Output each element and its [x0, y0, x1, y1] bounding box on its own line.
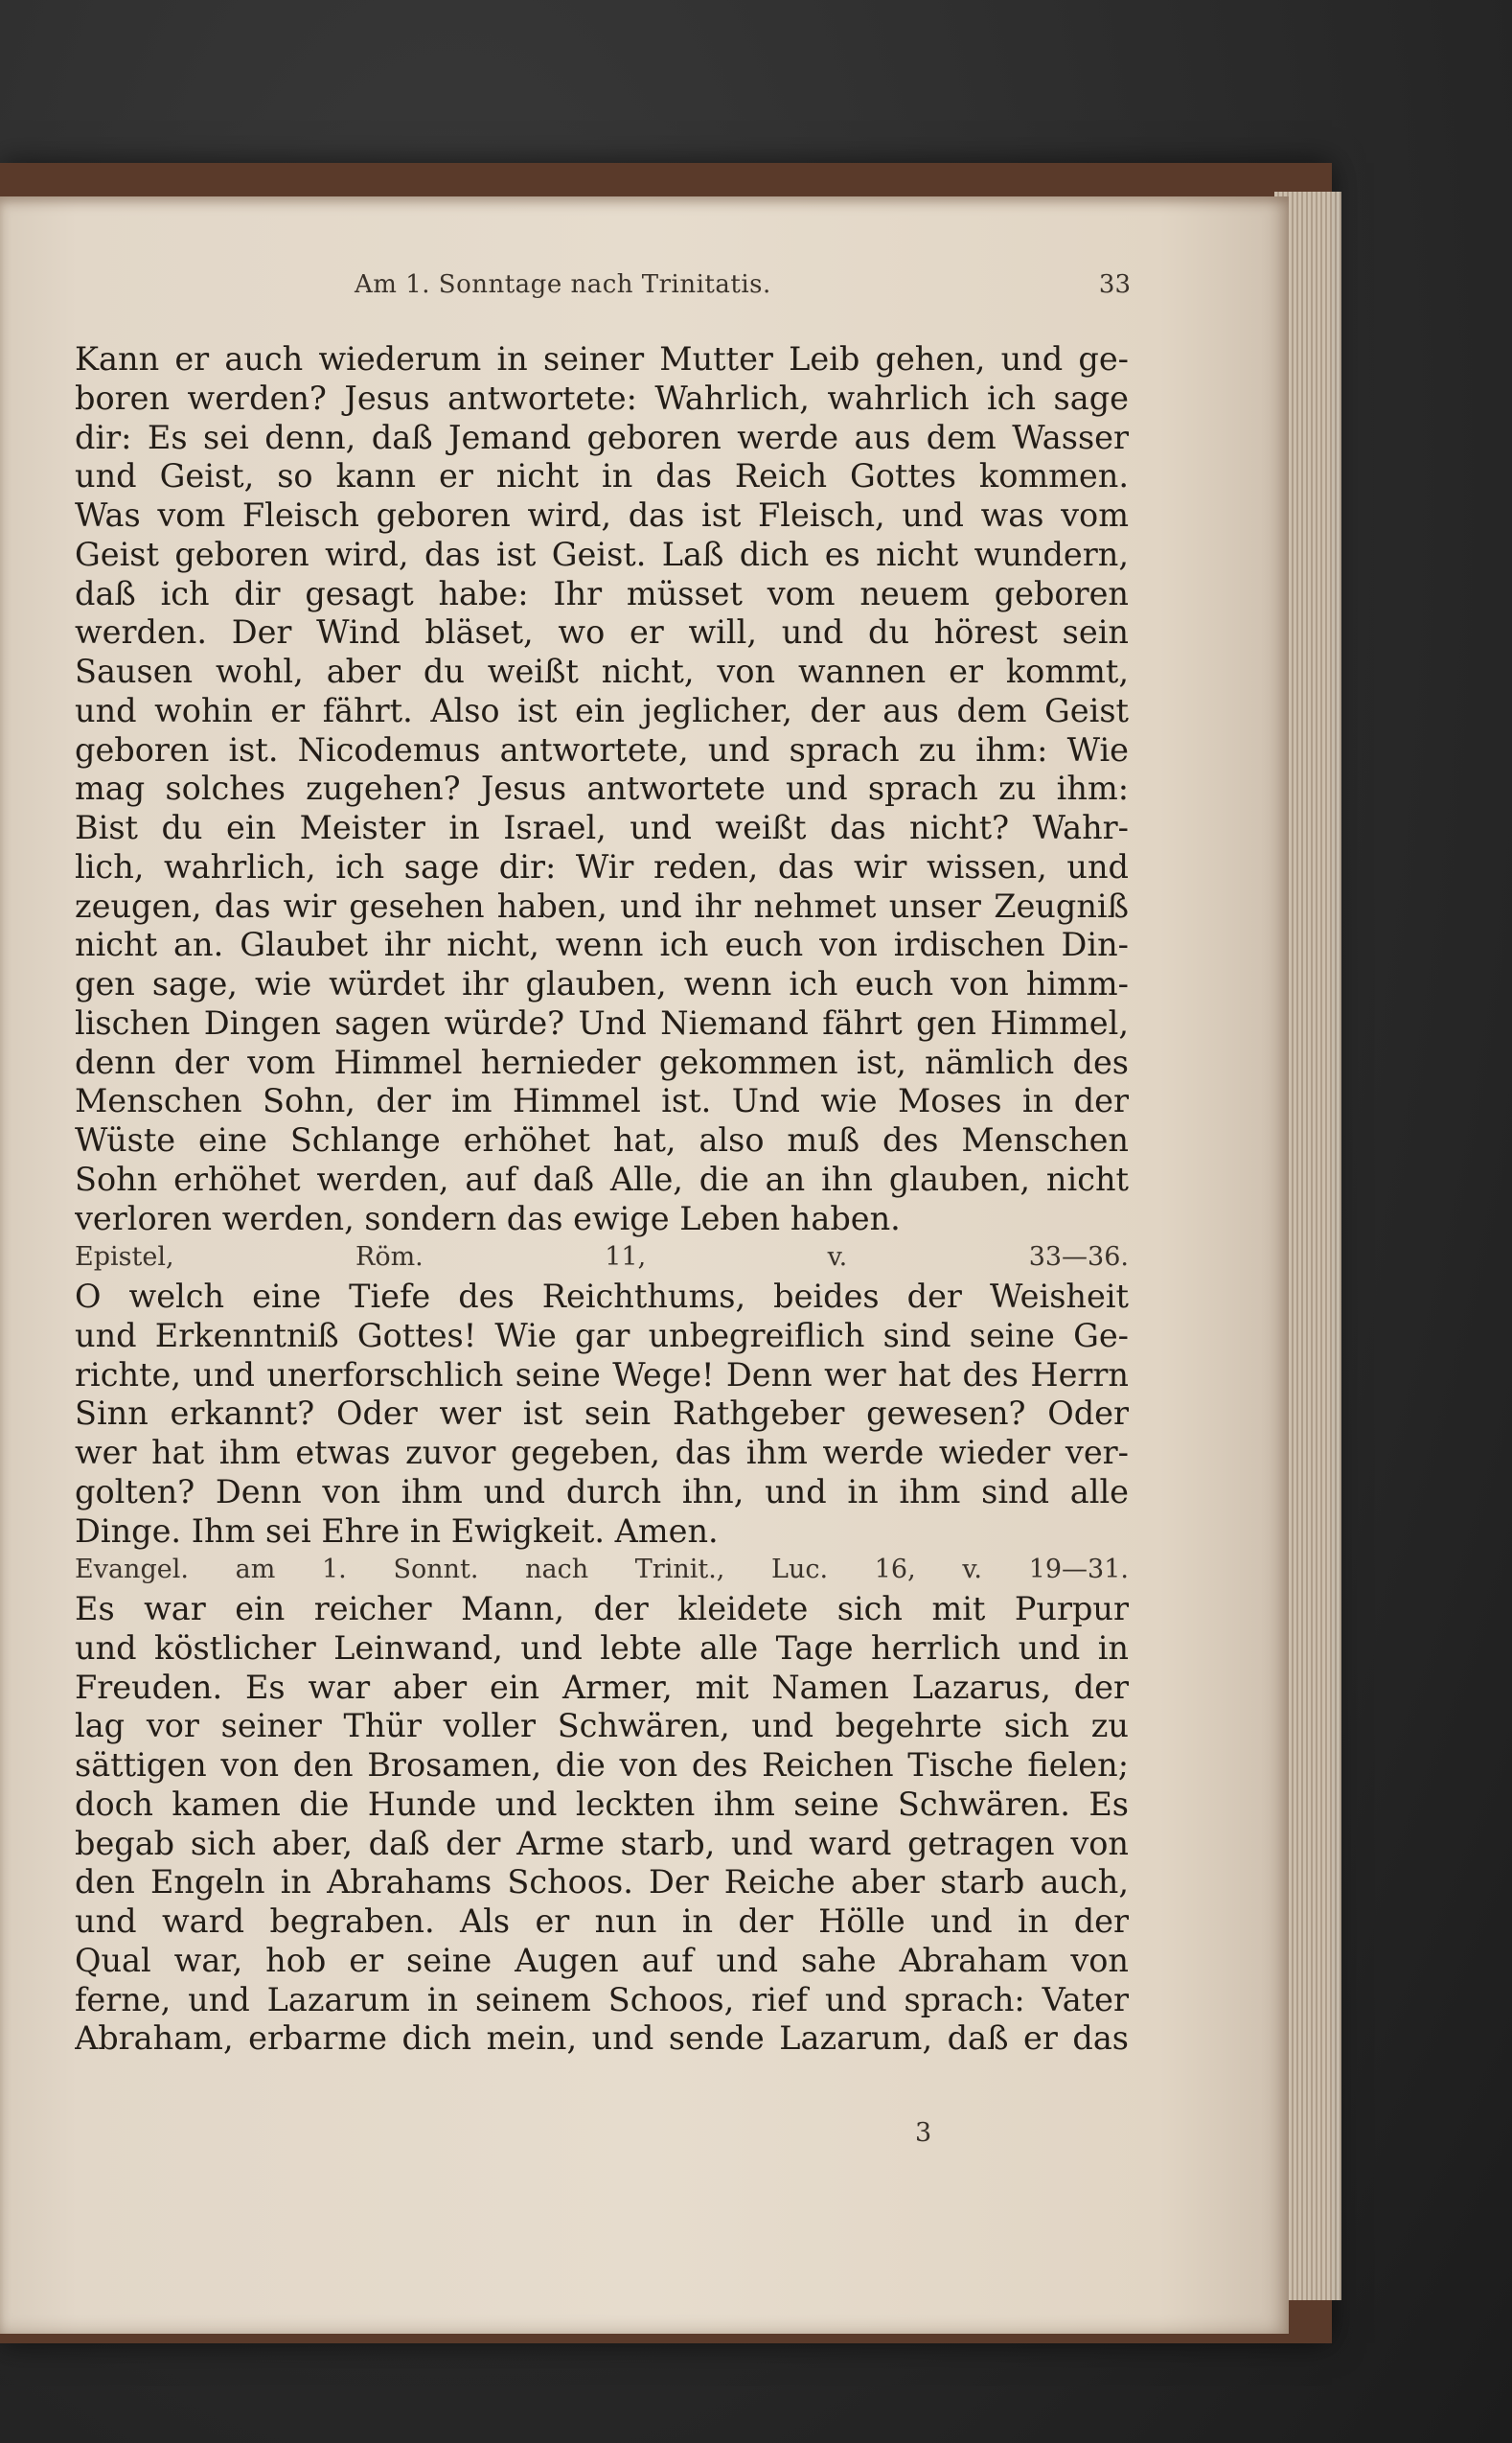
text-line: Geist geboren wird, das ist Geist. Laß dich es nicht wundern,: [75, 535, 1129, 573]
text-line: werden. Der Wind bläset, wo er will, und du hörest sein: [75, 613, 1129, 652]
text-line: begab sich aber, daß der Arme starb, und ward getragen von: [75, 1824, 1129, 1862]
text-line: Menschen Sohn, der im Himmel ist. Und wie Moses in der: [75, 1082, 1129, 1120]
text-line: lischen Dingen sagen würde? Und Niemand fährt gen Himmel,: [75, 1003, 1129, 1042]
text-line: Qual war, hob er seine Augen auf und sahe Abraham von: [75, 1941, 1129, 1979]
text-line: Sausen wohl, aber du weißt nicht, von wannen er kommt,: [75, 653, 1129, 690]
text-line: daß ich dir gesagt habe: Ihr müsset vom neuem geboren: [75, 574, 1129, 612]
text-line: nicht an. Glaubet ihr nicht, wenn ich euch von irdischen Din-: [75, 926, 1129, 964]
text-line: den Engeln in Abrahams Schoos. Der Reiche aber starb auch,: [75, 1863, 1129, 1901]
text-line: verloren werden, sondern das ewige Leben haben.: [75, 1199, 901, 1237]
text-line: Sinn erkannt? Oder wer ist sein Rathgeber gewesen? Oder: [75, 1394, 1129, 1433]
text-line: ferne, und Lazarum in seinem Schoos, rief und sprach: Vater: [75, 1980, 1129, 2018]
text-line: gen sage, wie würdet ihr glauben, wenn ich euch von himm-: [75, 965, 1129, 1003]
text-line: und ward begraben. Als er nun in der Hölle und in der: [75, 1902, 1129, 1940]
text-line: Sohn erhöhet werden, auf daß Alle, die an ihn glauben, nicht: [75, 1160, 1129, 1198]
text-line: Dinge. Ihm sei Ehre in Ewigkeit. Amen.: [75, 1511, 719, 1550]
text-line: Bist du ein Meister in Israel, und weißt das nicht? Wahr-: [75, 809, 1129, 846]
text-line: sättigen von den Brosamen, die von des Reichen Tische fielen;: [75, 1746, 1129, 1784]
text-line: geboren ist. Nicodemus antwortete, und sprach zu ihm: Wie: [75, 730, 1129, 769]
text-line: Freuden. Es war aber ein Armer, mit Namen Lazarus, der: [75, 1668, 1129, 1706]
text-line: dir: Es sei denn, daß Jemand geboren werde aus dem Wasser: [75, 418, 1129, 456]
text-line: und Geist, so kann er nicht in das Reich Gottes kommen.: [75, 457, 1129, 496]
text-line: Was vom Fleisch geboren wird, das ist Fleisch, und was vom: [75, 496, 1129, 534]
text-line: lag vor seiner Thür voller Schwären, und begehrte sich zu: [75, 1707, 1129, 1745]
text-line: O welch eine Tiefe des Reichthums, beides der Weisheit: [75, 1278, 1129, 1315]
page-body-text: [75, 340, 1129, 2059]
text-line: richte, und unerforschlich seine Wege! Denn wer hat des Herrn: [75, 1355, 1129, 1394]
text-line: Abraham, erbarme dich mein, und sende Lazarum, daß er das: [75, 2019, 1129, 2058]
gospel-heading: Evangel. am 1. Sonnt. nach Trinit., Luc. 16, v. 19—31.: [75, 1555, 1129, 1585]
text-line: doch kamen die Hunde und leckten ihm seine Schwären. Es: [75, 1785, 1129, 1823]
text-line: lich, wahrlich, ich sage dir: Wir reden, das wir wissen, und: [75, 847, 1129, 886]
text-line: und köstlicher Leinwand, und lebte alle Tage herrlich und in: [75, 1628, 1129, 1667]
text-line: Wüste eine Schlange erhöhet hat, also muß des Menschen: [75, 1121, 1129, 1159]
text-line: wer hat ihm etwas zuvor gegeben, das ihm werde wieder ver-: [75, 1434, 1129, 1471]
text-line: denn der vom Himmel hernieder gekommen ist, nämlich des: [75, 1043, 1129, 1081]
text-line: golten? Denn von ihm und durch ihn, und in ihm sind alle: [75, 1472, 1129, 1510]
text-line: und Erkenntniß Gottes! Wie gar unbegreiflich sind seine Ge-: [75, 1316, 1129, 1354]
text-line: Kann er auch wiederum in seiner Mutter Leib gehen, und ge-: [75, 340, 1129, 378]
text-line: zeugen, das wir gesehen haben, und ihr nehmet unser Zeugniß: [75, 887, 1129, 925]
text-line: mag solches zugehen? Jesus antwortete und sprach zu ihm:: [75, 770, 1129, 808]
text-line: boren werden? Jesus antwortete: Wahrlich, wahrlich ich sage: [75, 379, 1129, 417]
text-line: Es war ein reicher Mann, der kleidete sich mit Purpur: [75, 1590, 1129, 1627]
epistle-heading: Epistel, Röm. 11, v. 33—36.: [75, 1242, 1129, 1273]
text-line: und wohin er fährt. Also ist ein jeglicher, der aus dem Geist: [75, 691, 1129, 729]
running-head-title: Am 1. Sonntage nach Trinitatis.: [355, 270, 771, 299]
page-number: 33: [1098, 270, 1131, 299]
signature-mark: 3: [915, 2118, 932, 2148]
